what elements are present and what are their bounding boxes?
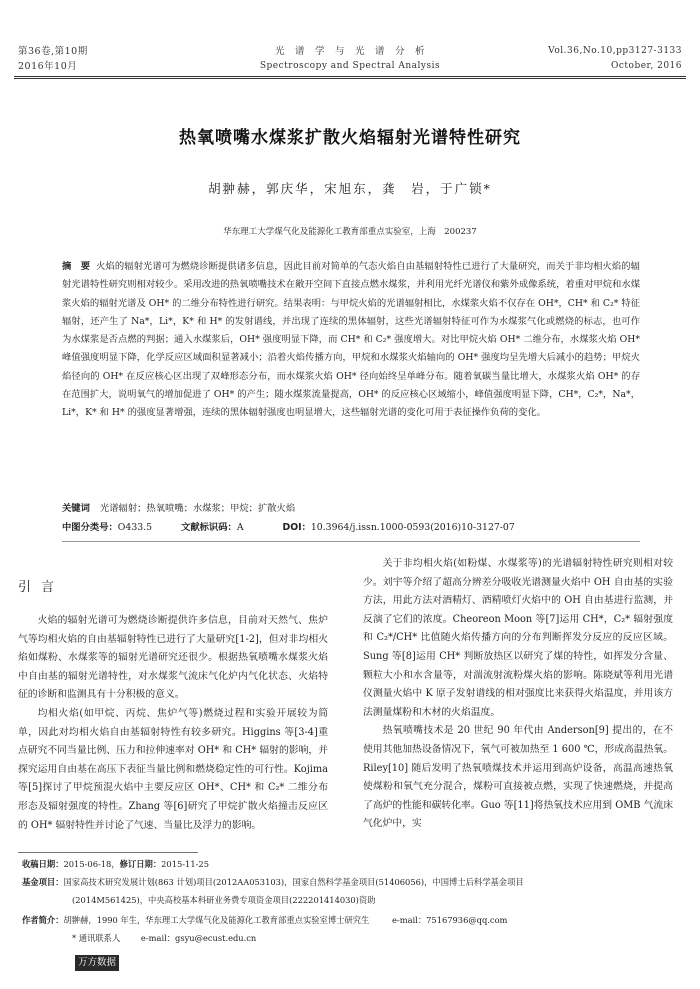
received-date: 2015-06-18， [63, 859, 120, 869]
paragraph: 关于非均相火焰(如粉煤、水煤浆等)的光谱辐射特性研究则相对较少。刘宇等介绍了超高分辨差分吸收光谱测量火焰中 OH 自由基的实验方法，用此方法对酒精灯、酒精喷灯火焰中的 OH 自由基进行监测，并反演了它们的浓度。Cheoreon Moon 等[7]运用 CH*，C₂* 辐射强度和 C₂*/CH* 比值随火焰传播方向的分布判断挥发分反应的反应区域。Sung 等[8]运用 CH* 判断放热区以研究了煤的特性，如挥发分含量、颗粒大小和水含量等，对湍流射流粉煤火焰的影响。陈晓斌等利用光谱仪测量火焰中 K 原子发射谱线的相对强度比来获得火焰温度，并用该方法测量煤粉和木材的火焰温度。 [363, 558, 673, 718]
keywords-text: 光谱辐射；热氧喷嘴；水煤浆；甲烷；扩散火焰 [99, 503, 296, 514]
doi-label: DOI： [282, 522, 311, 533]
footnote-rule [18, 852, 198, 853]
journal-month: October, 2016 [611, 61, 682, 71]
keywords-label: 关键词 [62, 503, 90, 514]
received-dates [22, 856, 682, 874]
funding [22, 874, 682, 892]
classification-line [62, 519, 515, 533]
left-column [18, 612, 328, 835]
journal-date: 2016年10月 [18, 61, 78, 72]
journal-volume: 第36卷,第10期 [18, 46, 88, 57]
abstract-rule [62, 541, 640, 542]
author-email: e-mail：75167936@qq.com [392, 915, 508, 925]
header-rule-2 [14, 78, 686, 79]
contact-email: e-mail：gsyu@ecust.edu.cn [140, 933, 257, 943]
keywords [62, 500, 295, 514]
funding-cont: (2014M561425)，中央高校基本科研业务费专项资金项目(222201414030)资助 [72, 895, 376, 905]
contact [72, 930, 672, 948]
clc-label: 中图分类号： [62, 522, 118, 533]
doi-value: 10.3964/j.issn.1000-0593(2016)10-3127-07 [310, 522, 515, 533]
author-bio [22, 912, 682, 930]
paragraph: 均相火焰(如甲烷、丙烷、焦炉气等)燃烧过程和实验开展较为简单，因此对均相火焰自由基辐射特性有较多研究。Higgins 等[3-4]重点研究不同当量比例、压力和拉伸速率对 OH* 和 CH* 辐射的影响，并探究运用自由基在高压下表征当量比例和燃烧稳定性的可行性。Kojima 等[5]探讨了甲烷预混火焰中主要反应区 OH*、CH* 和 C₂* 二维分布形态及辐射强度的特性。Zhang 等[6]研究了甲烷扩散火焰撞击反应区的 OH* 辐射特性并讨论了气速、当量比及浮力的影响。 [18, 707, 328, 831]
abstract-text: 火焰的辐射光谱可为燃烧诊断提供诸多信息，因此目前对简单的气态火焰自由基辐射特性已进行了大量研究，而关于非均相火焰的辐射光谱特性研究则相对较少。采用改进的热氧喷嘴技术在敞开空间下直接点燃水煤浆，并利用光纤光谱仪和紫外成像系统，着重对甲烷和水煤浆火焰的辐射光谱及 OH* 的二维分布特性进行研究。结果表明：与甲烷火焰的光谱辐射相比，水煤浆火焰不仅存在 OH*，CH* 和 C₂* 特征辐射，还产生了 Na*，Li*，K* 和 H* 的发射谱线，并出现了连续的黑体辐射，这些光谱辐射特征可作为水煤浆气化或燃烧的标志，也可作为水煤浆是否点燃的判据；通入水煤浆后，OH* 强度明显下降，而 CH* 和 C₂* 强度增大。对比甲烷火焰 OH* 二维分布，水煤浆火焰 OH* 峰值强度明显下降，化学反应区域面积显著减小；沿着火焰传播方向，甲烷和水煤浆火焰轴向的 OH* 强度均呈先增大后减小的趋势；甲烷火焰径向的 OH* 在反应核心区出现了双峰形态分布，而水煤浆火焰 OH* 径向始终呈单峰分布。随着氧碳当量比增大，水煤浆火焰 OH* 的存在范围扩大，说明氧气的增加促进了 OH* 的产生；随水煤浆流量提高，OH* 的反应核心区域缩小，峰值强度明显下降，CH*，C₂*，Na*，Li*，K* 和 H* 的强度显著增强，连续的黑体辐射强度也明显增大，这些辐射光谱的变化可用于表征操作负荷的变化。 [62, 261, 640, 419]
header-rule [14, 76, 686, 77]
section-heading: 引言 [18, 580, 65, 595]
affiliation: 华东理工大学煤气化及能源化工教育部重点实验室，上海 200237 [223, 227, 477, 237]
abstract-label: 摘 要 [62, 261, 91, 272]
fund-text: 国家高技术研究发展计划(863 计划)项目(2012AA053103)，国家自然科学基金项目(51406056)，中国博士后科学基金项目 [63, 877, 524, 887]
contact-label: * 通讯联系人 [72, 933, 121, 943]
fund-label: 基金项目： [22, 877, 64, 887]
paper-title: 热氧喷嘴水煤浆扩散火焰辐射光谱特性研究 [179, 128, 521, 148]
wanfang-logo: 万方数据 [75, 955, 119, 971]
author-label: 作者简介： [22, 915, 64, 925]
journal-name: 光 谱 学 与 光 谱 分 析 [274, 46, 425, 57]
right-column [363, 555, 673, 834]
doc-value: A [236, 522, 244, 533]
clc-value: O433.5 [117, 522, 153, 533]
doc-label: 文献标识码： [181, 522, 237, 533]
revised-label: 修订日期： [119, 859, 162, 869]
paragraph: 热氧喷嘴技术是 20 世纪 90 年代由 Anderson[9] 提出的，在不使用其他加热设备情况下，氧气可被加热至 1 600 ℃，形成高温热氧。Riley[10] 随后发明了热氧喷煤技术并运用到高炉设备，高温高速热氧使煤粉和氧气充分混合，煤粉可直接被点燃，实现了快速燃烧，并提高了高炉的性能和碳转化率。Guo 等[11]将热氧技术应用到 OMB 气流床气化炉中，实 [363, 725, 673, 830]
author-text: 胡翀赫，1990 年生，华东理工大学煤气化及能源化工教育部重点实验室博士研究生 [63, 915, 370, 925]
abstract [62, 258, 640, 423]
revised-date: 2015-11-25 [161, 859, 209, 869]
received-label: 收稿日期： [22, 859, 64, 869]
journal-pages: Vol.36,No.10,pp3127-3133 [548, 46, 682, 56]
author-list: 胡翀赫，郭庆华，宋旭东，龚 岩，于广锁* [208, 181, 492, 196]
journal-name-en: Spectroscopy and Spectral Analysis [259, 61, 441, 71]
paragraph: 火焰的辐射光谱可为燃烧诊断提供许多信息，目前对天然气、焦炉气等均相火焰的自由基辐射特性已进行了大量研究[1-2]，但对非均相火焰如煤粉、水煤浆等的辐射光谱研究还很少。根据热氧喷嘴水煤浆火焰中自由基的辐射光谱特性，对水煤浆气流床气化炉内气化状态、火焰特征的诊断和监测具有十分积极的意义。 [18, 615, 328, 701]
